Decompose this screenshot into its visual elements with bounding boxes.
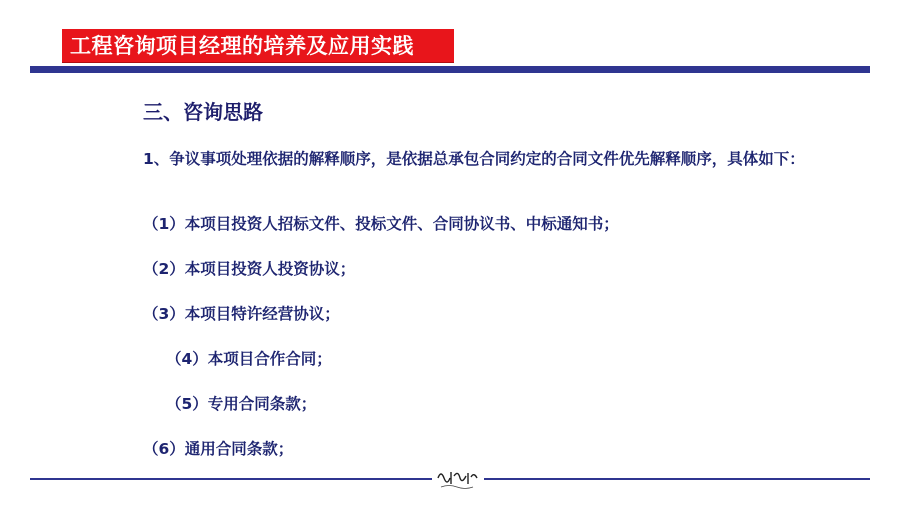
title-banner — [62, 29, 454, 63]
intro-paragraph: 1、争议事项处理依据的解释顺序，是依据总承包合同约定的合同文件优先解释顺序，具体如下： — [143, 150, 805, 168]
list-item: （4）本项目合作合同； — [166, 350, 332, 368]
list-item: （6）通用合同条款； — [143, 440, 294, 458]
list-item: （3）本项目特许经营协议； — [143, 305, 340, 323]
list-item: （5）专用合同条款； — [166, 395, 317, 413]
section-heading: 三、咨询思路 — [143, 100, 263, 124]
list-item: （1）本项目投资人招标文件、投标文件、合同协议书、中标通知书； — [143, 215, 619, 233]
page-title: 工程咨询项目经理的培养及应用实践 — [70, 34, 414, 58]
list-item: （2）本项目投资人投资协议； — [143, 260, 356, 278]
signature-logo-icon — [432, 468, 484, 490]
header-divider — [30, 66, 870, 73]
